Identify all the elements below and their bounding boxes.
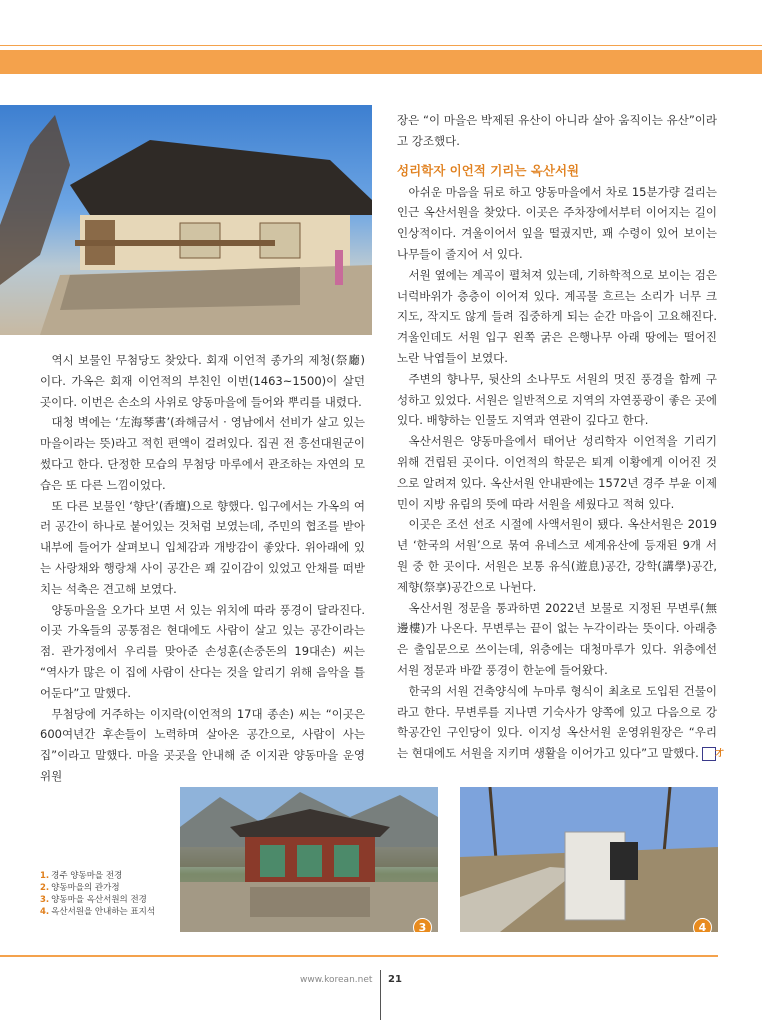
caption-item xyxy=(40,870,180,882)
photo-captions xyxy=(40,870,180,918)
caption-text: 양동마을의 관가정 xyxy=(51,883,120,893)
caption-number: 3. xyxy=(40,895,50,905)
caption-number: 4. xyxy=(40,907,50,917)
left-column xyxy=(40,350,365,787)
header-bar xyxy=(0,50,762,74)
paragraph-text: 한국의 서원 건축양식에 누마루 형식이 최초로 도입된 건물이라고 한다. 무변루를 지나면 기숙사가 양쪽에 있고 다음으로 강학공간인 구인당이 있다. 이지성 옥산서원 운영위원장은 “우리는 현대에도 서원을 지키며 생활을 이어가고 있다”고 말했다. xyxy=(397,683,717,761)
paragraph: 역시 보물인 무첨당도 찾았다. 회재 이언적 종가의 제청(祭廳)이다. 가옥은 회재 이언적의 부친인 이번(1463~1500)이 살던 곳이다. 이번은 손소의 사위로 양동마을에 들어와 뿌리를 내렸다. xyxy=(40,353,365,409)
paragraph: 장은 “이 마을은 박제된 유산이 아니라 살아 움직이는 유산”이라고 강조했다. xyxy=(397,113,717,148)
caption-item xyxy=(40,882,180,894)
caption-number: 1. xyxy=(40,871,50,881)
header-rule xyxy=(0,45,762,46)
photo-oksan-seowon-illustration xyxy=(180,787,438,932)
caption-item xyxy=(40,906,180,918)
photo-gwangajeong-illustration xyxy=(0,105,372,335)
paragraph: 아쉬운 마음을 뒤로 하고 양동마을에서 차로 15분가량 걸리는 인근 옥산서원을 찾았다. 이곳은 주차장에서부터 이어지는 길이 인상적이다. 겨울이어서 잎을 떨궜지만, 꽤 수령이 있어 보이는 나무들이 줄지어 서 있다. xyxy=(397,184,717,261)
photo-seowon-signboard xyxy=(460,787,718,932)
end-mark-icon: 才 xyxy=(702,747,716,761)
paragraph-text: 옥산서원 정문을 통과하면 2022년 보물로 지정된 무변루(無邊樓)가 나온다. 무변루는 끝이 없는 누각이라는 뜻이다. 아래층은 출입문으로 쓰이는데, 위층에는 대청마루가 있다. 위층에선 서원 정문과 바깥 풍경이 한눈에 들어왔다. xyxy=(397,600,717,677)
photo-gwangajeong xyxy=(0,105,372,335)
caption-item xyxy=(40,894,180,906)
section-heading: 성리학자 이언적 기리는 옥산서원 xyxy=(397,162,580,178)
footer-url: www.korean.net xyxy=(300,975,373,985)
paragraph: 또 다른 보물인 ‘향단’(香壇)으로 향했다. 입구에서는 가옥의 여러 공간이 하나로 붙어있는 것처럼 보였는데, 주민의 협조를 받아 내부에 들어가 살펴보니 입체감과 개방감이 좋았다. 위아래에 있는 사랑채와 행랑채 사이 공간은 꽤 깊이감이 있었고 안채를 떠받치는 석축은 견고해 보였다. xyxy=(40,498,365,596)
photo-oksan-seowon xyxy=(180,787,438,932)
paragraph: 주변의 향나무, 뒷산의 소나무도 서원의 멋진 풍경을 함께 구성하고 있었다. 서원은 일반적으로 지역의 자연풍광이 좋은 곳에 있다. 배향하는 인물도 지역과 연관이 깊다고 한다. xyxy=(397,371,717,428)
paragraph: 양동마을을 오가다 보면 서 있는 위치에 따라 풍경이 달라진다. 이곳 가옥들의 공통점은 현대에도 사람이 살고 있는 공간이라는 점. 관가정에서 우리를 맞아준 손성훈(손중돈의 19대손) 씨는 “역사가 많은 이 집에 사람이 산다는 것을 알리기 위해 음악을 틀어둔다”고 말했다. xyxy=(40,602,365,700)
paragraph: 대청 벽에는 ‘左海琴書’(좌해금서 · 영남에서 선비가 살고 있는 마을이라는 뜻)라고 적힌 편액이 걸려있다. 집권 전 흥선대원군이 썼다고 한다. 단정한 모습의 무첨당 마루에서 관조하는 자연의 모습은 또 다른 느낌이었다. xyxy=(40,415,365,492)
caption-text: 옥산서원을 안내하는 표지석 xyxy=(51,907,156,917)
paragraph: 무첨당에 거주하는 이지락(이언적의 17대 종손) 씨는 “이곳은 600여년간 후손들이 노력하며 살아온 공간으로, 사람이 사는 집”이라고 말했다. 마을 곳곳을 안내해 준 이지관 양동마을 운영위원 xyxy=(40,706,365,783)
right-column xyxy=(397,110,724,764)
caption-text: 양동마을 옥산서원의 전경 xyxy=(51,895,147,905)
photo-seowon-signboard-illustration xyxy=(460,787,718,932)
paragraph: 이곳은 조선 선조 시절에 사액서원이 됐다. 옥산서원은 2019년 ‘한국의 서원’으로 묶여 유네스코 세계유산에 등재된 9개 서원 중 한 곳이다. 서원은 보통 유식(遊息)공간, 강학(講學)공간, 제향(祭享)공간으로 나뉜다. xyxy=(397,517,717,594)
caption-text: 경주 양동마을 전경 xyxy=(51,871,123,881)
photo-number-badge: 4 xyxy=(693,918,712,932)
footer-rule xyxy=(0,955,718,957)
paragraph xyxy=(397,598,717,681)
footer-divider xyxy=(380,970,381,1020)
paragraph xyxy=(397,681,724,764)
paragraph: 옥산서원은 양동마을에서 태어난 성리학자 이언적을 기리기 위해 건립된 곳이다. 이언적의 학문은 퇴계 이황에게 이어진 것으로 알려져 있다. 옥산서원 안내판에는 1572년 경주 부윤 이제민이 지방 유림의 뜻에 따라 서원을 세웠다고 적혀 있다. xyxy=(397,434,717,511)
paragraph: 서원 옆에는 계곡이 펼쳐져 있는데, 기하학적으로 보이는 검은 너럭바위가 층층이 이어져 있다. 계곡물 흐르는 소리가 너무 크지도, 작지도 않게 들려 집중하게 되는 순간 마음이 고요해진다. 겨울인데도 서원 입구 왼쪽 굵은 은행나무 아래 땅에는 떨어진 노란 낙엽들이 보였다. xyxy=(397,267,717,365)
page-number: 21 xyxy=(388,974,402,985)
photo-number-badge: 3 xyxy=(413,918,432,932)
caption-number: 2. xyxy=(40,883,50,893)
